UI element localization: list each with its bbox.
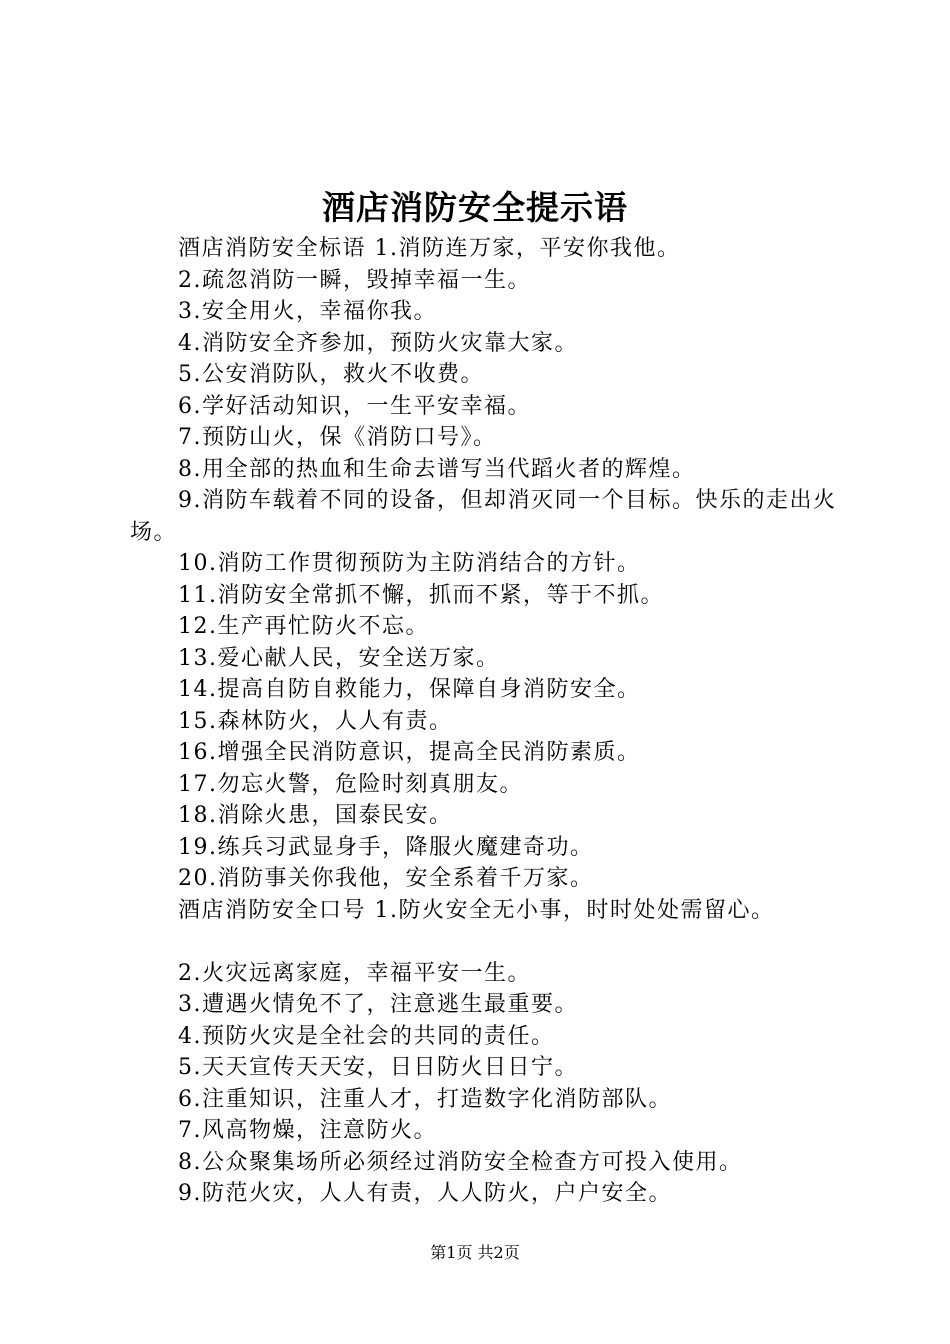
slogan-line: 8.公众聚集场所必须经过消防安全检查方可投入使用。 <box>178 1149 743 1175</box>
slogan-line: 5.公安消防队，救火不收费。 <box>178 362 484 387</box>
slogan-line: 12.生产再忙防火不忘。 <box>178 614 429 639</box>
slogan-line: 20.消防事关你我他，安全系着千万家。 <box>178 866 594 891</box>
document-title: 酒店消防安全提示语 <box>322 188 628 227</box>
slogan-line: 3.遭遇火情免不了，注意逃生最重要。 <box>178 992 578 1017</box>
slogan-line: 7.风高物燥，注意防火。 <box>178 1118 437 1143</box>
slogan-line: 4.预防火灾是全社会的共同的责任。 <box>178 1023 555 1049</box>
slogan-line: 酒店消防安全标语 1.消防连万家，平安你我他。 <box>178 236 681 261</box>
slogan-line: 3.安全用火，幸福你我。 <box>178 299 437 324</box>
slogan-line: 7.预防山火，保《消防口号》。 <box>178 425 497 450</box>
slogan-line: 9.防范火灾，人人有责，人人防火，户户安全。 <box>178 1181 672 1206</box>
slogan-line: 13.爱心献人民，安全送万家。 <box>178 645 500 671</box>
slogan-line: 15.森林防火，人人有责。 <box>178 708 453 734</box>
document-body <box>130 233 840 1210</box>
slogan-line: 11.消防安全常抓不懈，抓而不紧，等于不抓。 <box>178 582 664 608</box>
blank-line <box>130 926 840 958</box>
page-footer: 第1页 共2页 <box>430 1243 520 1262</box>
slogan-line: 10.消防工作贯彻预防为主防消结合的方针。 <box>178 551 641 576</box>
slogan-line: 酒店消防安全口号 1.防火安全无小事，时时处处需留心。 <box>178 897 775 923</box>
slogan-line: 5.天天宣传天天安，日日防火日日宁。 <box>178 1055 578 1080</box>
slogan-line: 6.学好活动知识，一生平安幸福。 <box>178 393 531 419</box>
slogan-line: 17.勿忘火警，危险时刻真朋友。 <box>178 771 523 797</box>
slogan-line: 2.疏忽消防一瞬，毁掉幸福一生。 <box>178 267 531 293</box>
slogan-line: 6.注重知识，注重人才，打造数字化消防部队。 <box>178 1086 672 1112</box>
slogan-line: 19.练兵习武显身手，降服火魔建奇功。 <box>178 834 594 860</box>
slogan-line: 8.用全部的热血和生命去谱写当代蹈火者的辉煌。 <box>178 456 696 482</box>
slogan-line: 2.火灾远离家庭，幸福平安一生。 <box>178 960 531 986</box>
slogan-line: 9.消防车载着不同的设备，但却消灭同一个目标。快乐的走出火场。 <box>130 488 837 545</box>
slogan-line: 16.增强全民消防意识，提高全民消防素质。 <box>178 740 641 765</box>
slogan-line: 4.消防安全齐参加，预防火灾靠大家。 <box>178 330 578 356</box>
slogan-line: 18.消除火患，国泰民安。 <box>178 803 453 828</box>
slogan-line: 14.提高自防自救能力，保障自身消防安全。 <box>178 677 641 702</box>
